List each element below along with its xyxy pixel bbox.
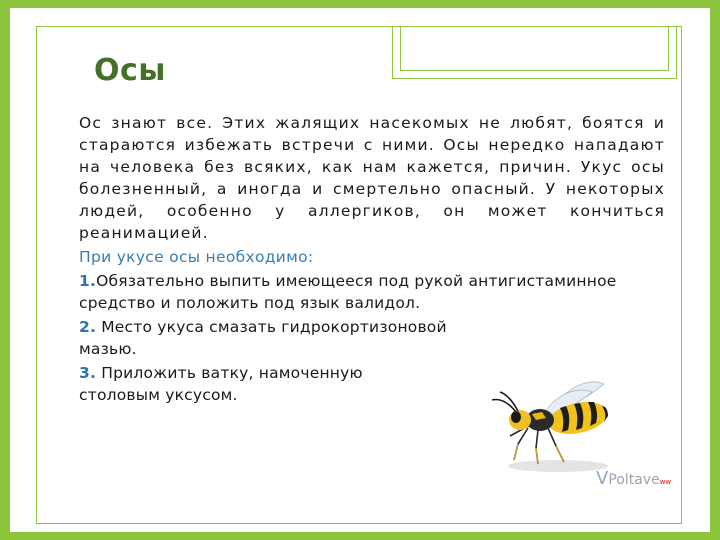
slide-title: Осы [94, 53, 166, 88]
watermark-initial: V [596, 468, 609, 489]
watermark-text: Poltave [608, 472, 660, 488]
step-3 [79, 362, 379, 406]
wasp-image [480, 372, 620, 482]
watermark [596, 468, 671, 489]
step-2-text: Место укуса смазать гидрокортизоновой мазью. [79, 318, 447, 358]
watermark-suffix: ww [659, 478, 672, 486]
step-2 [79, 316, 489, 360]
wasp-eye [511, 411, 521, 423]
step-3-number: 3. [79, 364, 97, 382]
frame-tab [392, 27, 677, 79]
intro-paragraph: Ос знают все. Этих жалящих насекомых не любят, боятся и стараются избежать встречи с ними. Осы нередко нападают на человека без всяких, как нам кажется, причин. Укус осы болезненный, а иногда и смертельно опасный. У некоторых людей, особенно у аллергиков, он может кончиться реанимацией. [79, 114, 665, 242]
step-1-number: 1. [79, 272, 97, 290]
instructions-heading: При укусе осы необходимо: [79, 248, 314, 266]
step-3-text: Приложить ватку, намоченную столовым уксусом. [79, 364, 363, 404]
step-2-number: 2. [79, 318, 97, 336]
frame-tab-inner [400, 27, 669, 71]
slide-content [79, 112, 665, 406]
step-1-text: Обязательно выпить имеющееся под рукой антигистаминное средство и положить под язык валидол. [79, 272, 617, 312]
step-1 [79, 270, 665, 314]
wasp-shadow [508, 460, 608, 472]
wasp-antennae [492, 392, 518, 412]
